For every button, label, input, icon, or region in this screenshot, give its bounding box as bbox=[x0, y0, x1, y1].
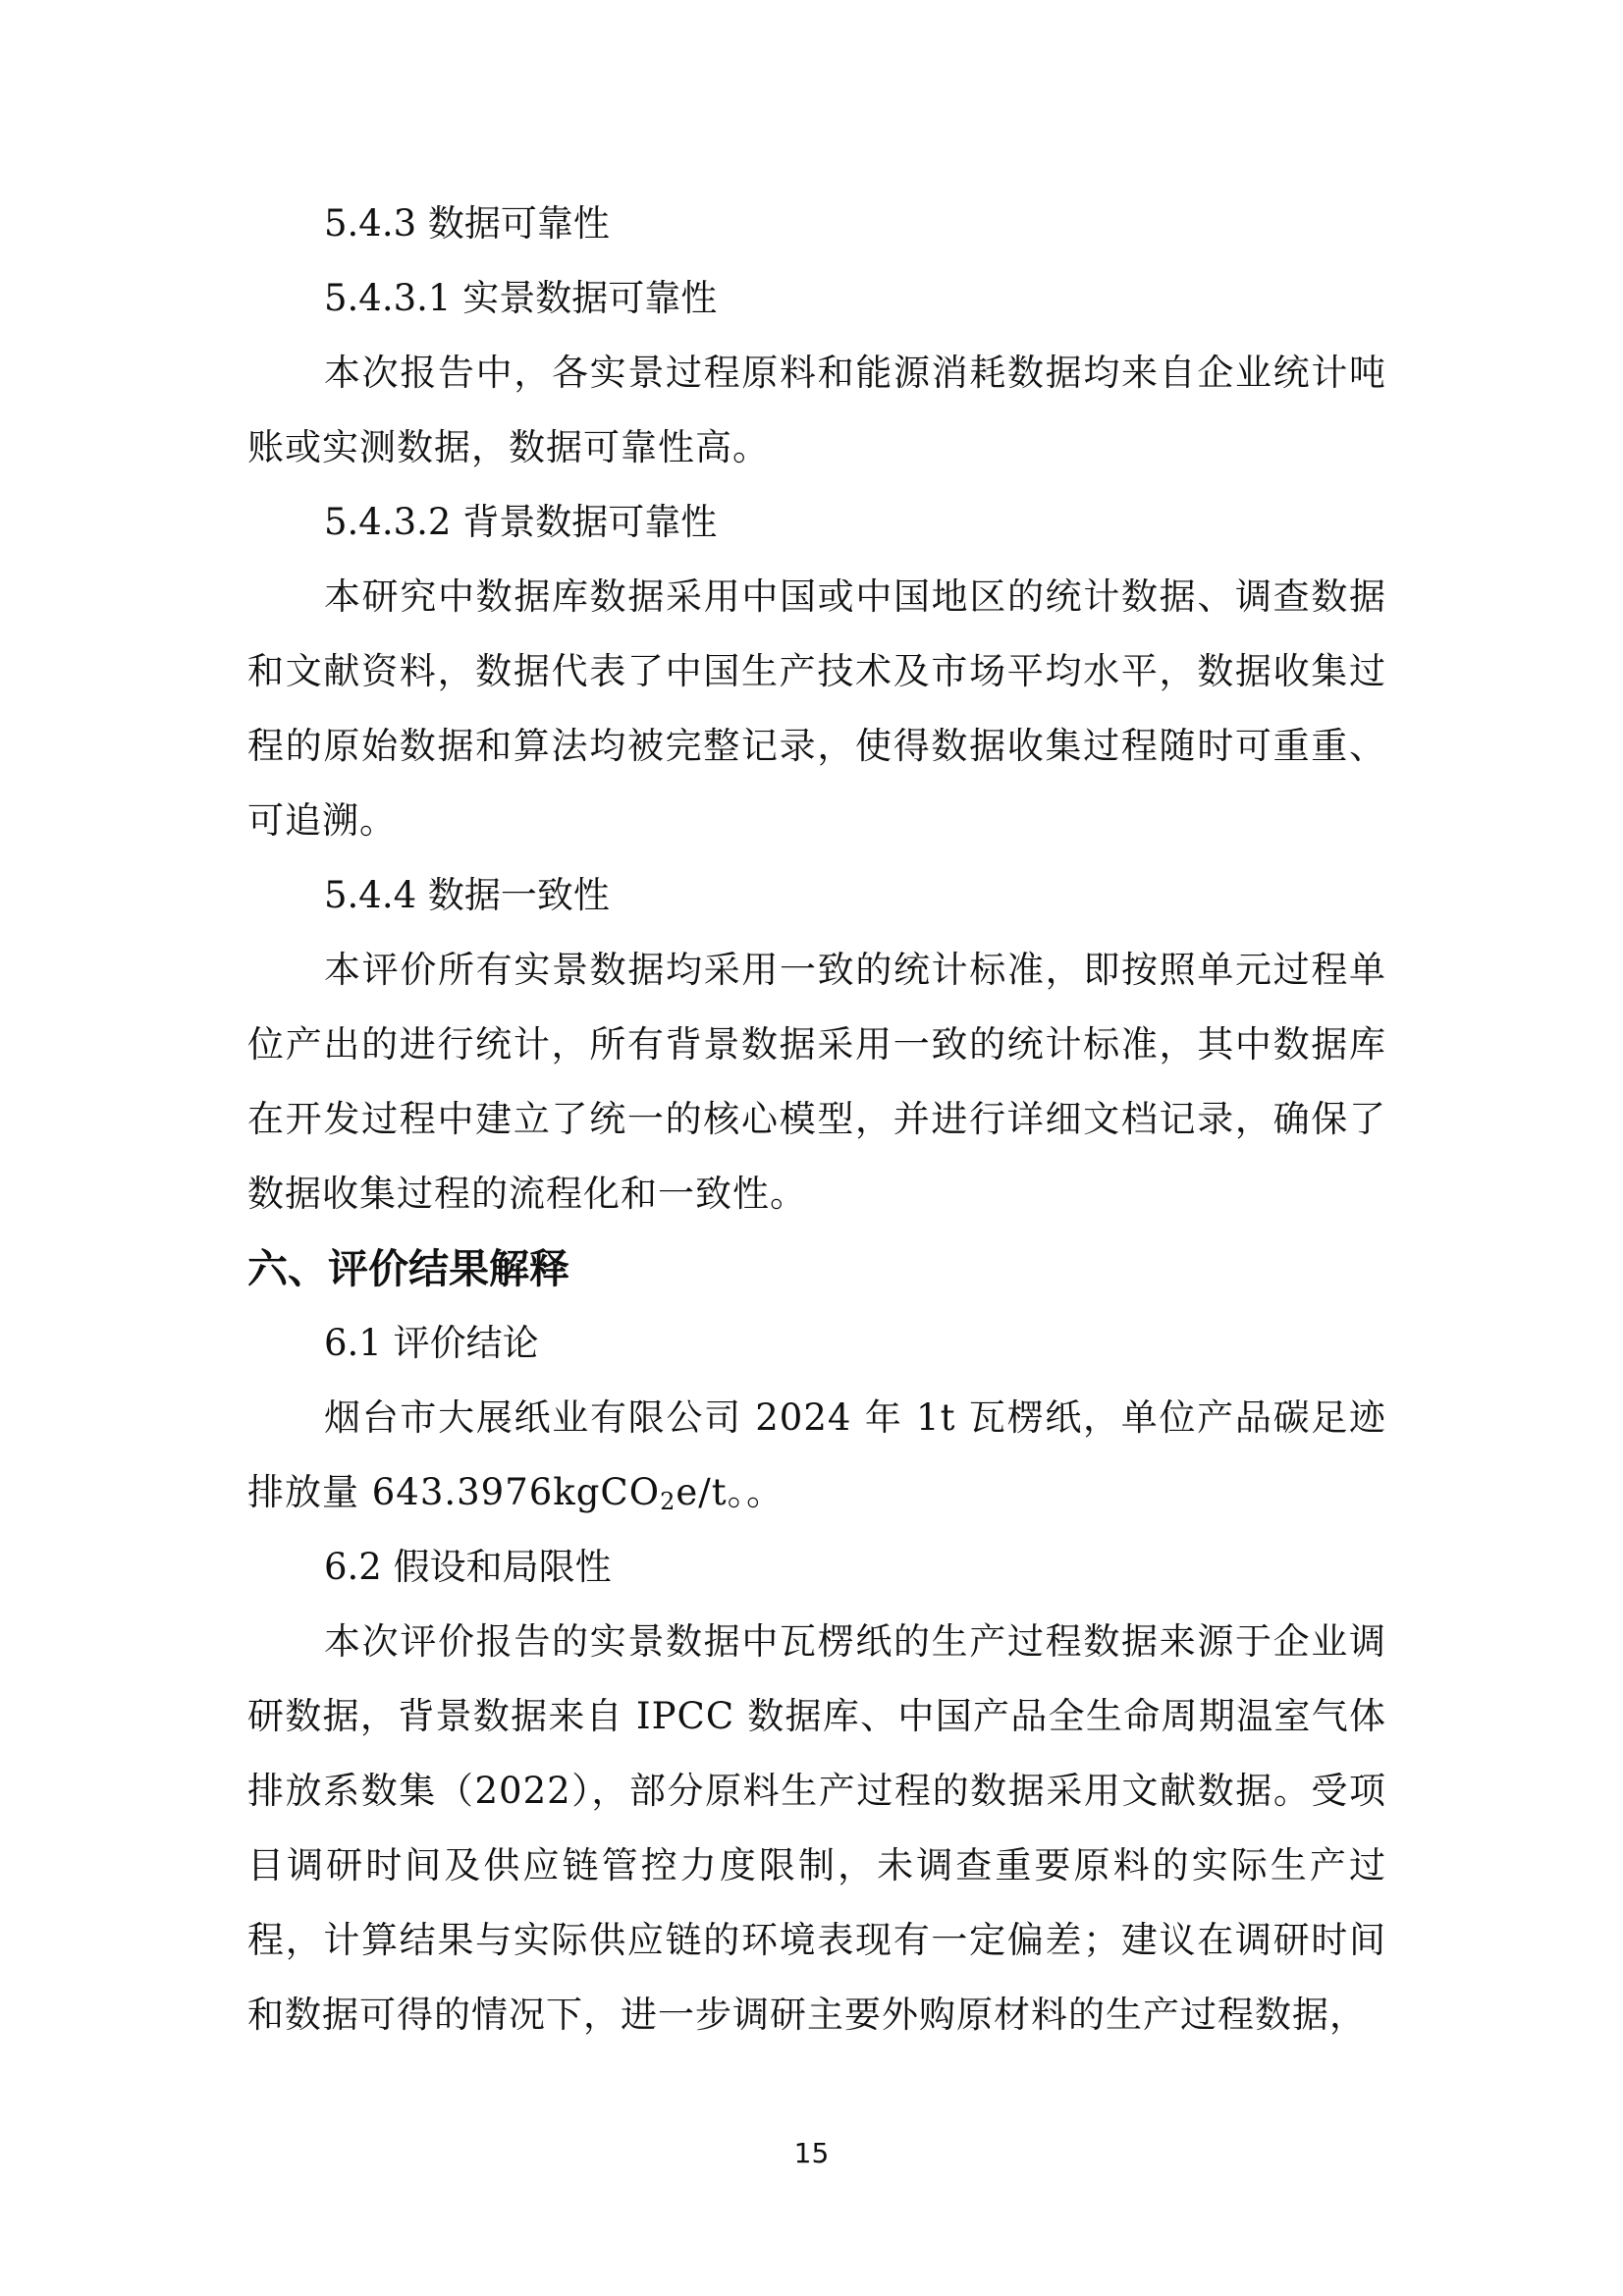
page-content bbox=[247, 187, 1386, 2052]
heading-5-4-3: 5.4.3 数据可靠性 bbox=[324, 202, 610, 245]
paragraph-6-1 bbox=[247, 1381, 1386, 1530]
paragraph-5-4-3-1: 本次报告中，各实景过程原料和能源消耗数据均来自企业统计吨账或实测数据，数据可靠性高。 bbox=[247, 352, 1386, 468]
heading-5-4-3-1: 5.4.3.1 实景数据可靠性 bbox=[324, 277, 718, 319]
page-number: 15 bbox=[793, 2137, 830, 2169]
paragraph-6-2: 本次评价报告的实景数据中瓦楞纸的生产过程数据来源于企业调研数据，背景数据来自 IPCC 数据库、中国产品全生命周期温室气体排放系数集（2022），部分原料生产过程的数据采用文献数据。受项目调研时间及供应链管控力度限制，未调查重要原料的实际生产过程，计算结果与实际供应链的环境表现有一定偏差；建议在调研时间和数据可得的情况下，进一步调研主要外购原材料的生产过程数据， bbox=[247, 1620, 1386, 2036]
paragraph-6-1-text-a: 烟台市大展纸业有限公司 2024 年 1t 瓦楞纸，单位产品碳足迹排放量 643.3976kgCO bbox=[247, 1396, 1386, 1513]
paragraph-5-4-3-2: 本研究中数据库数据采用中国或中国地区的统计数据、调查数据和文献资料，数据代表了中国生产技术及市场平均水平，数据收集过程的原始数据和算法均被完整记录，使得数据收集过程随时可重重、可追溯。 bbox=[247, 575, 1386, 842]
chapter-6-title: 六、评价结果解释 bbox=[247, 1245, 569, 1292]
heading-5-4-3-2: 5.4.3.2 背景数据可靠性 bbox=[324, 501, 718, 543]
heading-5-4-4: 5.4.4 数据一致性 bbox=[324, 874, 610, 916]
paragraph-5-4-4: 本评价所有实景数据均采用一致的统计标准，即按照单元过程单位产出的进行统计，所有背景数据采用一致的统计标准，其中数据库在开发过程中建立了统一的核心模型，并进行详细文档记录，确保了数据收集过程的流程化和一致性。 bbox=[247, 949, 1386, 1215]
heading-6-1: 6.1 评价结论 bbox=[324, 1322, 539, 1364]
heading-6-2: 6.2 假设和局限性 bbox=[324, 1546, 612, 1588]
co2-subscript: 2 bbox=[660, 1488, 676, 1515]
paragraph-6-1-text-b: e/t。。 bbox=[676, 1471, 784, 1513]
